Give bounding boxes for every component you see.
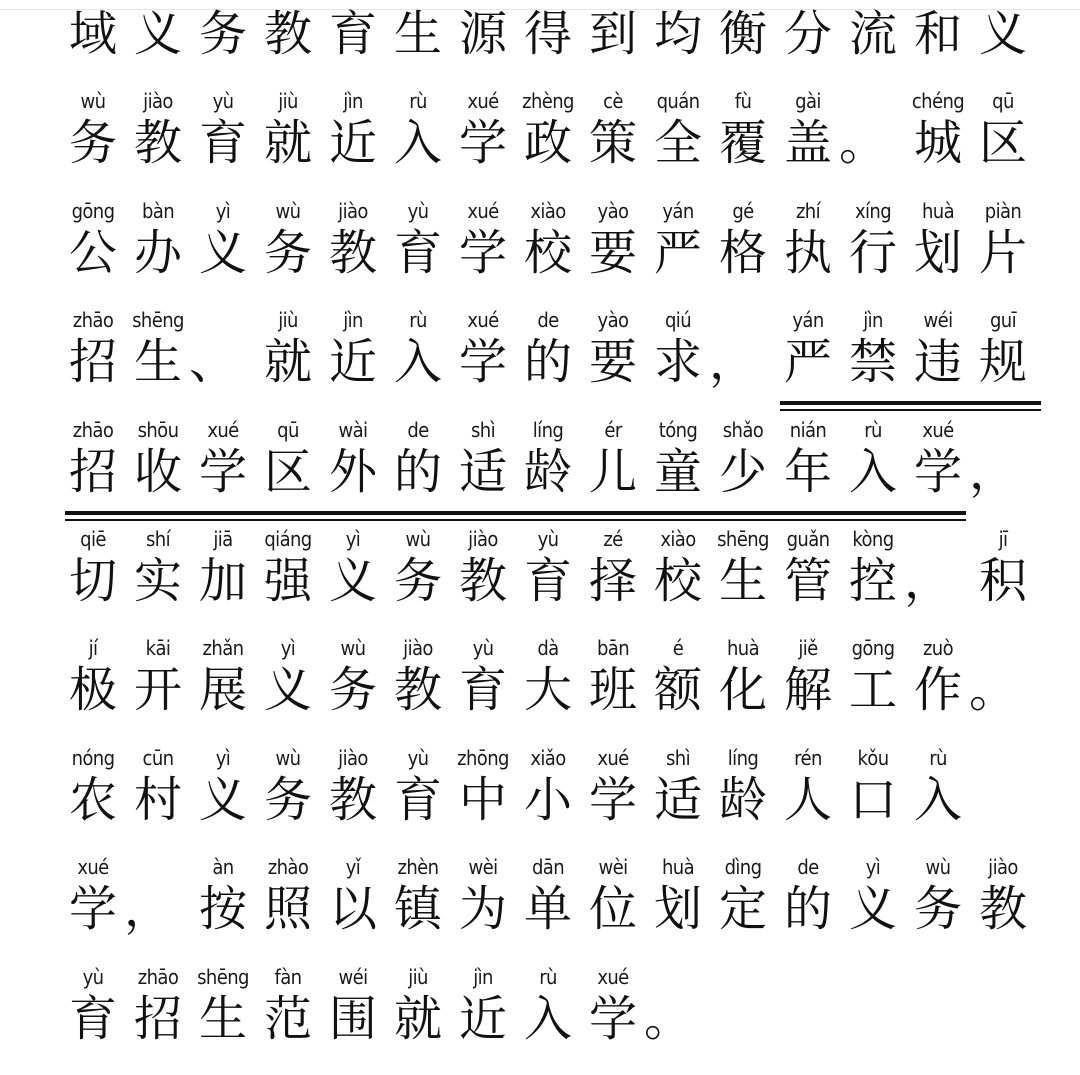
pinyin-annotation: shēng	[197, 964, 249, 989]
pinyin-annotation: gōng	[71, 198, 115, 223]
hanzi-character: 镇	[393, 881, 442, 938]
pinyin-annotation: qū	[992, 89, 1014, 114]
hanzi-character: 务	[68, 115, 117, 172]
hanzi-character: 龄	[523, 443, 572, 500]
hanzi-character: 围	[328, 990, 377, 1047]
hanzi-character: 要	[588, 334, 637, 391]
pinyin-annotation: de	[797, 855, 819, 880]
hanzi-character: 招	[68, 334, 117, 391]
hanzi-character: 口	[848, 771, 897, 828]
text-line	[0, 89, 1080, 199]
hanzi-character: 务	[328, 662, 377, 719]
hanzi-character: 按	[198, 881, 247, 938]
hanzi-character: 行	[848, 224, 897, 281]
pinyin-annotation: jiào	[338, 198, 368, 223]
text-line	[0, 636, 1080, 746]
pinyin-annotation: jiù	[408, 964, 428, 989]
hanzi-character: 域	[68, 6, 117, 62]
hanzi-character: 加	[198, 553, 247, 609]
pinyin-annotation: dà	[537, 636, 559, 661]
hanzi-character: 教	[978, 881, 1027, 938]
hanzi-character: 展	[198, 662, 247, 719]
hanzi-character: 学	[198, 443, 247, 500]
hanzi-character: 全	[653, 115, 702, 172]
hanzi-character: 年	[783, 443, 832, 500]
emphasis-underline	[780, 401, 1041, 405]
pinyin-annotation: wéi	[923, 308, 953, 333]
pinyin-annotation: líng	[727, 745, 759, 770]
hanzi-character: 化	[718, 662, 767, 719]
text-line	[0, 0, 1080, 90]
pinyin-annotation: gōng	[851, 636, 895, 661]
pinyin-annotation: zhāo	[137, 964, 179, 989]
hanzi-character: 学	[458, 224, 507, 281]
pinyin-annotation: jiù	[278, 89, 298, 114]
pinyin-annotation: fàn	[274, 964, 302, 989]
pinyin-annotation: jiào	[988, 855, 1018, 880]
pinyin-annotation: bàn	[141, 198, 175, 223]
pinyin-annotation: xué	[597, 964, 629, 989]
pinyin-annotation: shì	[471, 417, 495, 442]
pinyin-annotation: huà	[661, 855, 695, 880]
pinyin-annotation: de	[407, 417, 429, 442]
pinyin-annotation: zhāo	[72, 308, 114, 333]
hanzi-character: 得	[523, 6, 572, 62]
hanzi-character: 控	[848, 553, 897, 609]
hanzi-character: ，	[708, 334, 757, 391]
pinyin-annotation: jìn	[343, 89, 363, 114]
hanzi-character: 作	[913, 662, 962, 719]
hanzi-character: 育	[458, 662, 507, 719]
hanzi-character: 要	[588, 224, 637, 281]
pinyin-annotation: xué	[467, 89, 499, 114]
hanzi-character: 择	[588, 553, 637, 609]
hanzi-character: 切	[68, 553, 117, 609]
hanzi-character: 育	[393, 224, 442, 281]
pinyin-annotation: kòng	[852, 527, 894, 551]
pinyin-annotation: rù	[539, 964, 557, 989]
hanzi-character: 以	[328, 881, 377, 938]
pinyin-annotation: nián	[789, 417, 827, 442]
hanzi-character: 义	[133, 6, 182, 62]
hanzi-character: 义	[198, 771, 247, 828]
text-line	[0, 308, 1080, 418]
hanzi-character: 入	[393, 334, 442, 391]
hanzi-character: 公	[68, 224, 117, 281]
hanzi-character: 违	[913, 334, 962, 391]
hanzi-character: 覆	[718, 115, 767, 172]
hanzi-character: 为	[458, 881, 507, 938]
hanzi-character: 生	[198, 990, 247, 1047]
hanzi-character: 、	[188, 334, 237, 391]
hanzi-character: 区	[263, 443, 312, 500]
hanzi-character: ，	[903, 553, 952, 609]
pinyin-annotation: wù	[405, 527, 431, 551]
hanzi-character: 就	[263, 334, 312, 391]
pinyin-annotation: de	[537, 308, 559, 333]
pinyin-annotation: chéng	[911, 89, 965, 114]
hanzi-character: 入	[523, 990, 572, 1047]
hanzi-character: 入	[913, 771, 962, 828]
hanzi-character: 招	[133, 990, 182, 1047]
pinyin-annotation: yì	[345, 527, 361, 551]
pinyin-annotation: fù	[734, 89, 752, 114]
pinyin-annotation: yì	[865, 855, 881, 880]
hanzi-character: 划	[653, 881, 702, 938]
pinyin-annotation: qiáng	[264, 527, 312, 551]
pinyin-annotation: xué	[597, 745, 629, 770]
hanzi-character: 学	[458, 115, 507, 172]
hanzi-character: 严	[783, 334, 832, 391]
pinyin-annotation: yào	[597, 198, 629, 223]
hanzi-character: 极	[68, 662, 117, 719]
pinyin-annotation: xiǎo	[530, 745, 566, 770]
hanzi-character: 教	[393, 662, 442, 719]
hanzi-character: 区	[978, 115, 1027, 172]
pinyin-annotation: wù	[275, 198, 301, 223]
text-line	[0, 965, 1080, 1075]
pinyin-annotation: yǐ	[345, 855, 361, 880]
pinyin-annotation: jī	[998, 527, 1008, 551]
hanzi-character: 教	[458, 553, 507, 609]
pinyin-annotation: wù	[340, 636, 366, 661]
pinyin-annotation: shōu	[137, 417, 179, 442]
pinyin-annotation: xué	[207, 417, 239, 442]
pinyin-annotation: àn	[212, 855, 234, 880]
hanzi-character: 求	[653, 334, 702, 391]
pinyin-annotation: xué	[922, 417, 954, 442]
pinyin-annotation: zhōng	[457, 745, 509, 770]
pinyin-annotation: jiào	[143, 89, 173, 114]
hanzi-character: 务	[913, 881, 962, 938]
hanzi-character: 格	[718, 224, 767, 281]
pinyin-annotation: jiào	[403, 636, 433, 661]
hanzi-character: 校	[653, 553, 702, 609]
hanzi-character: 的	[523, 334, 572, 391]
hanzi-character: 额	[653, 662, 702, 719]
hanzi-character: 生	[393, 6, 442, 62]
hanzi-character: 政	[523, 115, 572, 172]
pinyin-annotation: xíng	[854, 198, 892, 223]
pinyin-annotation: yù	[407, 745, 429, 770]
text-line	[0, 746, 1080, 856]
hanzi-character: 近	[458, 990, 507, 1047]
hanzi-character: 入	[848, 443, 897, 500]
pinyin-annotation: huà	[726, 636, 760, 661]
pinyin-annotation: rù	[864, 417, 882, 442]
text-line	[0, 418, 1080, 528]
pinyin-annotation: dān	[531, 855, 565, 880]
pinyin-annotation: cūn	[142, 745, 174, 770]
pinyin-annotation: jí	[88, 636, 98, 661]
pinyin-annotation: líng	[532, 417, 564, 442]
pinyin-annotation: yù	[82, 964, 104, 989]
hanzi-character: 和	[913, 6, 962, 62]
hanzi-character: 范	[263, 990, 312, 1047]
pinyin-annotation: qū	[277, 417, 299, 442]
hanzi-character: 义	[198, 224, 247, 281]
hanzi-character: 适	[653, 771, 702, 828]
pinyin-annotation: bān	[596, 636, 630, 661]
pinyin-annotation: xué	[77, 855, 109, 880]
pinyin-annotation: huà	[921, 198, 955, 223]
pinyin-annotation: jiě	[798, 636, 818, 661]
hanzi-character: 收	[133, 443, 182, 500]
pinyin-annotation: yù	[407, 198, 429, 223]
hanzi-character: 中	[458, 771, 507, 828]
hanzi-character: 儿	[588, 443, 637, 500]
pinyin-annotation: wù	[80, 89, 106, 114]
pinyin-annotation: shǎo	[722, 417, 764, 442]
pinyin-annotation: dìng	[724, 855, 762, 880]
hanzi-character: 义	[978, 6, 1027, 62]
pinyin-annotation: yì	[215, 745, 231, 770]
hanzi-character: ，	[968, 443, 1017, 500]
pinyin-annotation: gài	[795, 89, 821, 114]
hanzi-character: 的	[393, 443, 442, 500]
pinyin-annotation: yào	[597, 308, 629, 333]
hanzi-character: 义	[328, 553, 377, 609]
hanzi-character: 就	[263, 115, 312, 172]
pinyin-annotation: xué	[467, 198, 499, 223]
hanzi-character: 小	[523, 771, 572, 828]
pinyin-annotation: jiā	[213, 527, 233, 551]
pinyin-annotation: wèi	[468, 855, 498, 880]
hanzi-character: 策	[588, 115, 637, 172]
hanzi-character: 。	[968, 662, 1017, 719]
pinyin-annotation: guǎn	[786, 527, 830, 551]
pinyin-annotation: xué	[467, 308, 499, 333]
hanzi-character: 划	[913, 224, 962, 281]
hanzi-character: 育	[393, 771, 442, 828]
hanzi-character: 积	[978, 553, 1027, 609]
hanzi-character: 工	[848, 662, 897, 719]
hanzi-character: 务	[263, 771, 312, 828]
pinyin-annotation: zhào	[267, 855, 309, 880]
hanzi-character: 大	[523, 662, 572, 719]
pinyin-annotation: zhí	[795, 198, 821, 223]
pinyin-annotation: yì	[215, 198, 231, 223]
hanzi-character: 招	[68, 443, 117, 500]
hanzi-character: 生	[718, 553, 767, 609]
pinyin-annotation: quán	[656, 89, 700, 114]
pinyin-annotation: rù	[409, 308, 427, 333]
pinyin-annotation: zhèng	[522, 89, 574, 114]
emphasis-underline	[65, 511, 966, 515]
pinyin-annotation: yán	[792, 308, 824, 333]
hanzi-character: 务	[263, 224, 312, 281]
hanzi-character: 规	[978, 334, 1027, 391]
hanzi-character: 育	[328, 6, 377, 62]
hanzi-character: 育	[523, 553, 572, 609]
hanzi-character: 照	[263, 881, 312, 938]
hanzi-character: 位	[588, 881, 637, 938]
pinyin-annotation: zé	[603, 527, 623, 551]
pinyin-annotation: yù	[212, 89, 234, 114]
hanzi-character: 城	[913, 115, 962, 172]
pinyin-annotation: yù	[472, 636, 494, 661]
pinyin-annotation: wài	[338, 417, 368, 442]
pinyin-annotation: é	[672, 636, 684, 661]
hanzi-character: 务	[393, 553, 442, 609]
text-line	[0, 527, 1080, 637]
hanzi-character: 均	[653, 6, 702, 62]
pinyin-annotation: qiē	[80, 527, 106, 551]
hanzi-character: 育	[198, 115, 247, 172]
pinyin-annotation: zhǎn	[202, 636, 244, 661]
pinyin-annotation: jiào	[468, 527, 498, 551]
pinyin-annotation: jìn	[343, 308, 363, 333]
pinyin-annotation: shēng	[717, 527, 769, 551]
hanzi-character: 管	[783, 553, 832, 609]
hanzi-character: 龄	[718, 771, 767, 828]
hanzi-character: 童	[653, 443, 702, 500]
hanzi-character: 办	[133, 224, 182, 281]
hanzi-character: 学	[588, 990, 637, 1047]
hanzi-character: 就	[393, 990, 442, 1047]
pinyin-annotation: piàn	[984, 198, 1022, 223]
hanzi-character: 务	[198, 6, 247, 62]
hanzi-character: 开	[133, 662, 182, 719]
pinyin-annotation: xiào	[660, 527, 696, 551]
pinyin-annotation: rù	[929, 745, 947, 770]
hanzi-character: 教	[328, 771, 377, 828]
hanzi-character: 单	[523, 881, 572, 938]
hanzi-character: 解	[783, 662, 832, 719]
pinyin-annotation: cè	[603, 89, 623, 114]
pinyin-annotation: jìn	[863, 308, 883, 333]
pinyin-annotation: wù	[275, 745, 301, 770]
pinyin-annotation: yì	[280, 636, 296, 661]
pinyin-annotation: shí	[146, 527, 170, 551]
hanzi-character: 实	[133, 553, 182, 609]
hanzi-character: 外	[328, 443, 377, 500]
pinyin-annotation: kāi	[145, 636, 171, 661]
hanzi-character: 分	[783, 6, 832, 62]
hanzi-character: 学	[913, 443, 962, 500]
hanzi-character: 入	[393, 115, 442, 172]
pinyin-annotation: wéi	[338, 964, 368, 989]
hanzi-character: 义	[263, 662, 312, 719]
hanzi-character: 村	[133, 771, 182, 828]
pinyin-annotation: rén	[794, 745, 822, 770]
hanzi-character: 严	[653, 224, 702, 281]
hanzi-character: 人	[783, 771, 832, 828]
hanzi-character: ，	[123, 881, 172, 938]
hanzi-character: 教	[328, 224, 377, 281]
hanzi-character: 。	[838, 115, 887, 172]
pinyin-annotation: shì	[666, 745, 690, 770]
pinyin-annotation: nóng	[71, 745, 115, 770]
pinyin-annotation: zhèn	[397, 855, 439, 880]
pinyin-annotation: xiào	[530, 198, 566, 223]
hanzi-character: 教	[263, 6, 312, 62]
hanzi-character: 近	[328, 334, 377, 391]
hanzi-character: 教	[133, 115, 182, 172]
hanzi-character: 义	[848, 881, 897, 938]
pinyin-annotation: shēng	[132, 308, 184, 333]
hanzi-character: 学	[68, 881, 117, 938]
hanzi-character: 班	[588, 662, 637, 719]
pinyin-annotation: yán	[662, 198, 694, 223]
pinyin-annotation: zhāo	[72, 417, 114, 442]
pinyin-annotation: jiào	[338, 745, 368, 770]
hanzi-character: 少	[718, 443, 767, 500]
pinyin-annotation: gé	[732, 198, 754, 223]
hanzi-character: 源	[458, 6, 507, 62]
hanzi-character: 学	[458, 334, 507, 391]
hanzi-character: 学	[588, 771, 637, 828]
hanzi-character: 执	[783, 224, 832, 281]
pinyin-annotation: ér	[604, 417, 622, 442]
text-line	[0, 199, 1080, 309]
pinyin-annotation: jìn	[473, 964, 493, 989]
hanzi-character: 的	[783, 881, 832, 938]
hanzi-character: 片	[978, 224, 1027, 281]
pinyin-annotation: tóng	[658, 417, 698, 442]
hanzi-character: 到	[588, 6, 637, 62]
hanzi-character: 适	[458, 443, 507, 500]
hanzi-character: 农	[68, 771, 117, 828]
hanzi-character: 定	[718, 881, 767, 938]
hanzi-character: 育	[68, 990, 117, 1047]
pinyin-annotation: zuò	[922, 636, 954, 661]
hanzi-character: 强	[263, 553, 312, 609]
pinyin-annotation: jiù	[278, 308, 298, 333]
pinyin-annotation: wèi	[598, 855, 628, 880]
hanzi-character: 衡	[718, 6, 767, 62]
hanzi-character: 禁	[848, 334, 897, 391]
hanzi-character: 近	[328, 115, 377, 172]
hanzi-character: 。	[643, 990, 692, 1047]
pinyin-annotation: yù	[537, 527, 559, 551]
pinyin-annotation: kǒu	[857, 745, 889, 770]
hanzi-character: 生	[133, 334, 182, 391]
pinyin-annotation: rù	[409, 89, 427, 114]
pinyin-annotation: qiú	[664, 308, 692, 333]
hanzi-character: 校	[523, 224, 572, 281]
hanzi-character: 盖	[783, 115, 832, 172]
text-line	[0, 855, 1080, 965]
hanzi-character: 流	[848, 6, 897, 62]
pinyin-annotation: wù	[925, 855, 951, 880]
pinyin-annotation: guī	[989, 308, 1017, 333]
